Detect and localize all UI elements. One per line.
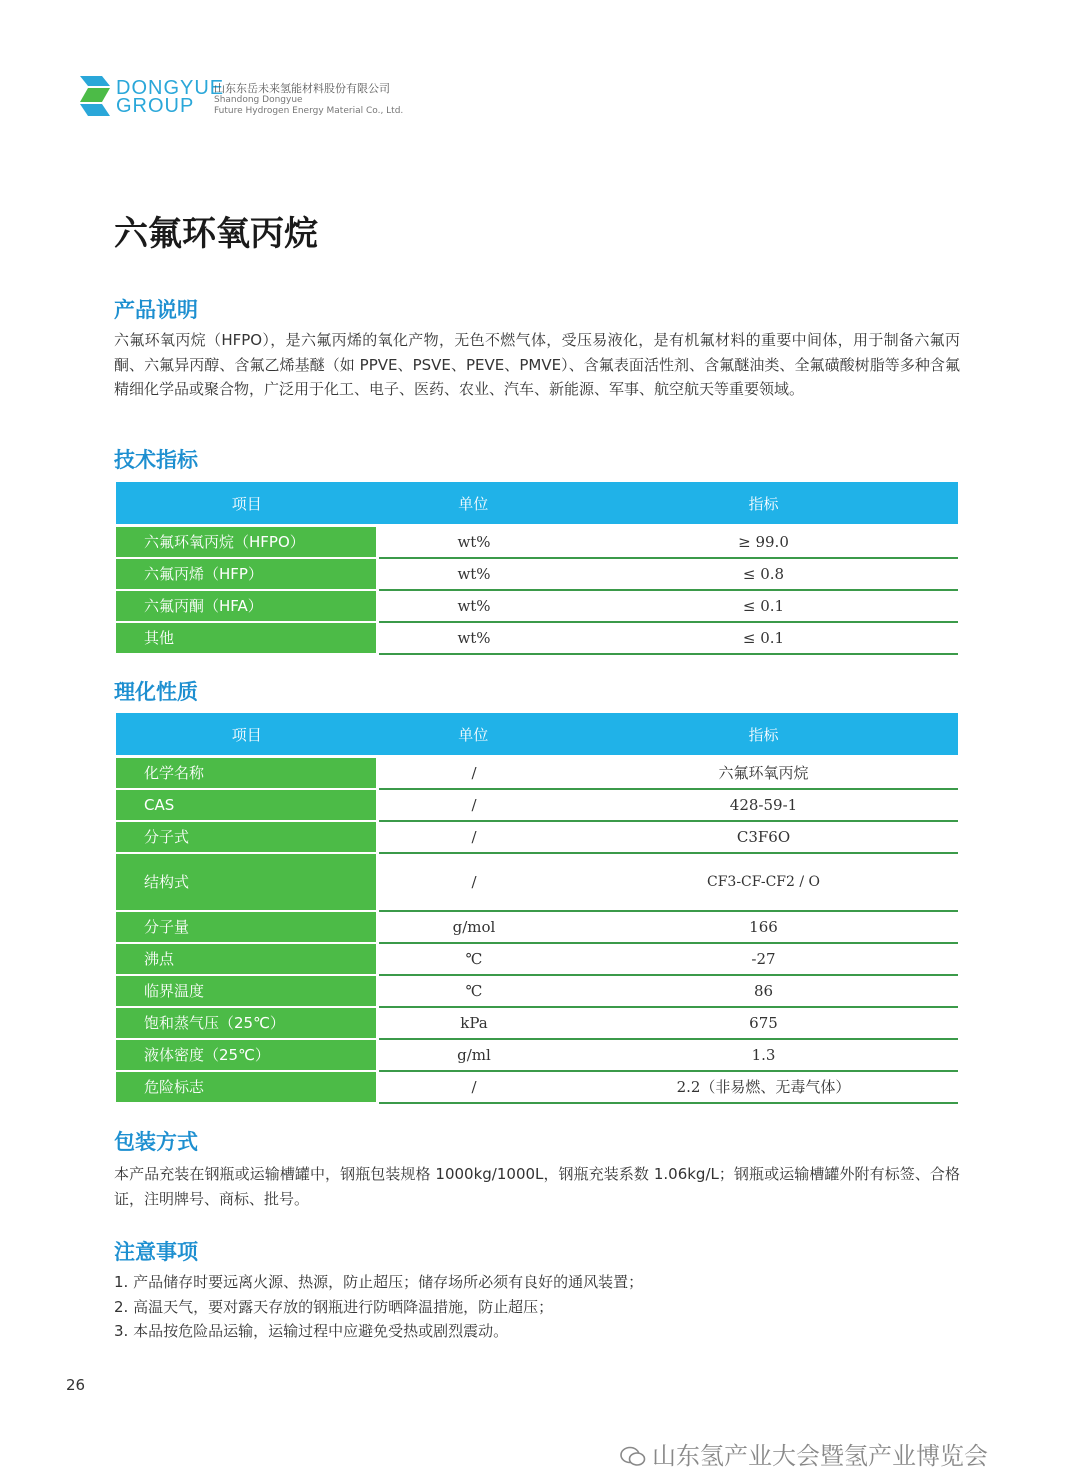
property-value: -27 — [569, 943, 958, 975]
property-unit: ℃ — [378, 943, 570, 975]
table-row — [116, 1039, 958, 1071]
property-value: 六氟环氧丙烷 — [569, 757, 958, 789]
spec-item: 六氟丙酮（HFA） — [116, 590, 378, 622]
table-row — [116, 590, 958, 622]
company-name-cn: 山东东岳未来氢能材料股份有限公司 — [214, 82, 390, 95]
property-value: C3F6O — [569, 821, 958, 853]
specs-header-value: 指标 — [569, 482, 958, 526]
properties-header-item: 项目 — [116, 713, 378, 757]
table-row — [116, 526, 958, 558]
property-item: 液体密度（25℃） — [116, 1039, 378, 1071]
table-row — [116, 1007, 958, 1039]
spec-unit: wt% — [378, 590, 570, 622]
property-item: 饱和蒸气压（25℃） — [116, 1007, 378, 1039]
property-value: 166 — [569, 911, 958, 943]
spec-unit: wt% — [378, 526, 570, 558]
specs-header-unit: 单位 — [378, 482, 570, 526]
spec-value: ≤ 0.1 — [569, 590, 958, 622]
property-unit: ℃ — [378, 975, 570, 1007]
spec-item: 六氟环氧丙烷（HFPO） — [116, 526, 378, 558]
properties-header-value: 指标 — [569, 713, 958, 757]
dongyue-logo-icon — [80, 76, 110, 116]
spec-unit: wt% — [378, 622, 570, 654]
property-unit: / — [378, 821, 570, 853]
description-text: 六氟环氧丙烷（HFPO），是六氟丙烯的氧化产物，无色不燃气体，受压易液化，是有机氟材料的重要中间体，用于制备六氟丙酮、六氟异丙醇、含氟乙烯基醚（如 PPVE、PSVE、PEVE、PMVE）、含氟表面活性剂、含氟醚油类、全氟磺酸树脂等多种含氟精细化学品或聚合物，广泛用于化工、电子、医药、农业、汽车、新能源、军事、航空航天等重要领域。 — [114, 331, 960, 398]
property-unit: / — [378, 1071, 570, 1103]
specs-header-item: 项目 — [116, 482, 378, 526]
specs-heading: 技术指标 — [114, 448, 198, 472]
description-heading: 产品说明 — [114, 298, 198, 322]
list-item: 2. 高温天气，要对露天存放的钢瓶进行防晒降温措施，防止超压； — [114, 1297, 554, 1316]
properties-table — [116, 713, 958, 1104]
property-unit: kPa — [378, 1007, 570, 1039]
table-row — [116, 911, 958, 943]
table-row — [116, 757, 958, 789]
list-item: 3. 本品按危险品运输，运输过程中应避免受热或剧烈震动。 — [114, 1322, 509, 1340]
table-row — [116, 975, 958, 1007]
page-number: 26 — [66, 1376, 86, 1394]
property-item: 分子式 — [116, 821, 378, 853]
property-item: 化学名称 — [116, 757, 378, 789]
property-value: 675 — [569, 1007, 958, 1039]
property-item: 结构式 — [116, 853, 378, 911]
specs-table — [116, 482, 958, 655]
property-unit: / — [378, 757, 570, 789]
table-row — [116, 1071, 958, 1103]
spec-unit: wt% — [378, 558, 570, 590]
table-row — [116, 821, 958, 853]
spec-value: ≥ 99.0 — [569, 526, 958, 558]
properties-header-row — [116, 713, 958, 757]
packaging-heading: 包装方式 — [114, 1130, 198, 1154]
spec-item: 六氟丙烯（HFP） — [116, 558, 378, 590]
property-unit: g/mol — [378, 911, 570, 943]
spec-item: 其他 — [116, 622, 378, 654]
property-value: 2.2（非易燃、无毒气体） — [569, 1071, 958, 1103]
properties-heading: 理化性质 — [114, 680, 198, 704]
watermark — [620, 1436, 988, 1471]
table-row — [116, 789, 958, 821]
table-row — [116, 853, 958, 911]
property-unit: / — [378, 789, 570, 821]
list-item: 1. 产品储存时要远离火源、热源，防止超压；储存场所必须有良好的通风装置； — [114, 1273, 644, 1291]
property-unit: g/ml — [378, 1039, 570, 1071]
table-row — [116, 558, 958, 590]
spec-value: ≤ 0.1 — [569, 622, 958, 654]
table-row — [116, 943, 958, 975]
watermark-text: 山东氢产业大会暨氢产业博览会 — [652, 1442, 988, 1470]
brand-name: DONGYUE — [116, 77, 225, 99]
company-name-en-1: Shandong Dongyue — [214, 95, 303, 105]
property-item: 分子量 — [116, 911, 378, 943]
property-item: 沸点 — [116, 943, 378, 975]
property-value: 428-59-1 — [569, 789, 958, 821]
notes-heading: 注意事项 — [114, 1240, 198, 1264]
property-item: 临界温度 — [116, 975, 378, 1007]
property-value: 1.3 — [569, 1039, 958, 1071]
packaging-text: 本产品充装在钢瓶或运输槽罐中，钢瓶包装规格 1000kg/1000L，钢瓶充装系数 1.06kg/L；钢瓶或运输槽罐外附有标签、合格证，注明牌号、商标、批号。 — [114, 1165, 960, 1208]
property-item: CAS — [116, 789, 378, 821]
property-value: CF3-CF-CF2 / O — [569, 853, 958, 911]
page-title: 六氟环氧丙烷 — [114, 214, 318, 254]
properties-header-unit: 单位 — [378, 713, 570, 757]
specs-header-row — [116, 482, 958, 526]
property-unit: / — [378, 853, 570, 911]
notes-list — [114, 1270, 643, 1344]
wechat-icon — [620, 1446, 646, 1468]
table-row — [116, 622, 958, 654]
property-value: 86 — [569, 975, 958, 1007]
spec-value: ≤ 0.8 — [569, 558, 958, 590]
company-name-en-2: Future Hydrogen Energy Material Co., Ltd. — [214, 106, 404, 116]
property-item: 危险标志 — [116, 1071, 378, 1103]
brand-group: GROUP — [116, 95, 195, 117]
